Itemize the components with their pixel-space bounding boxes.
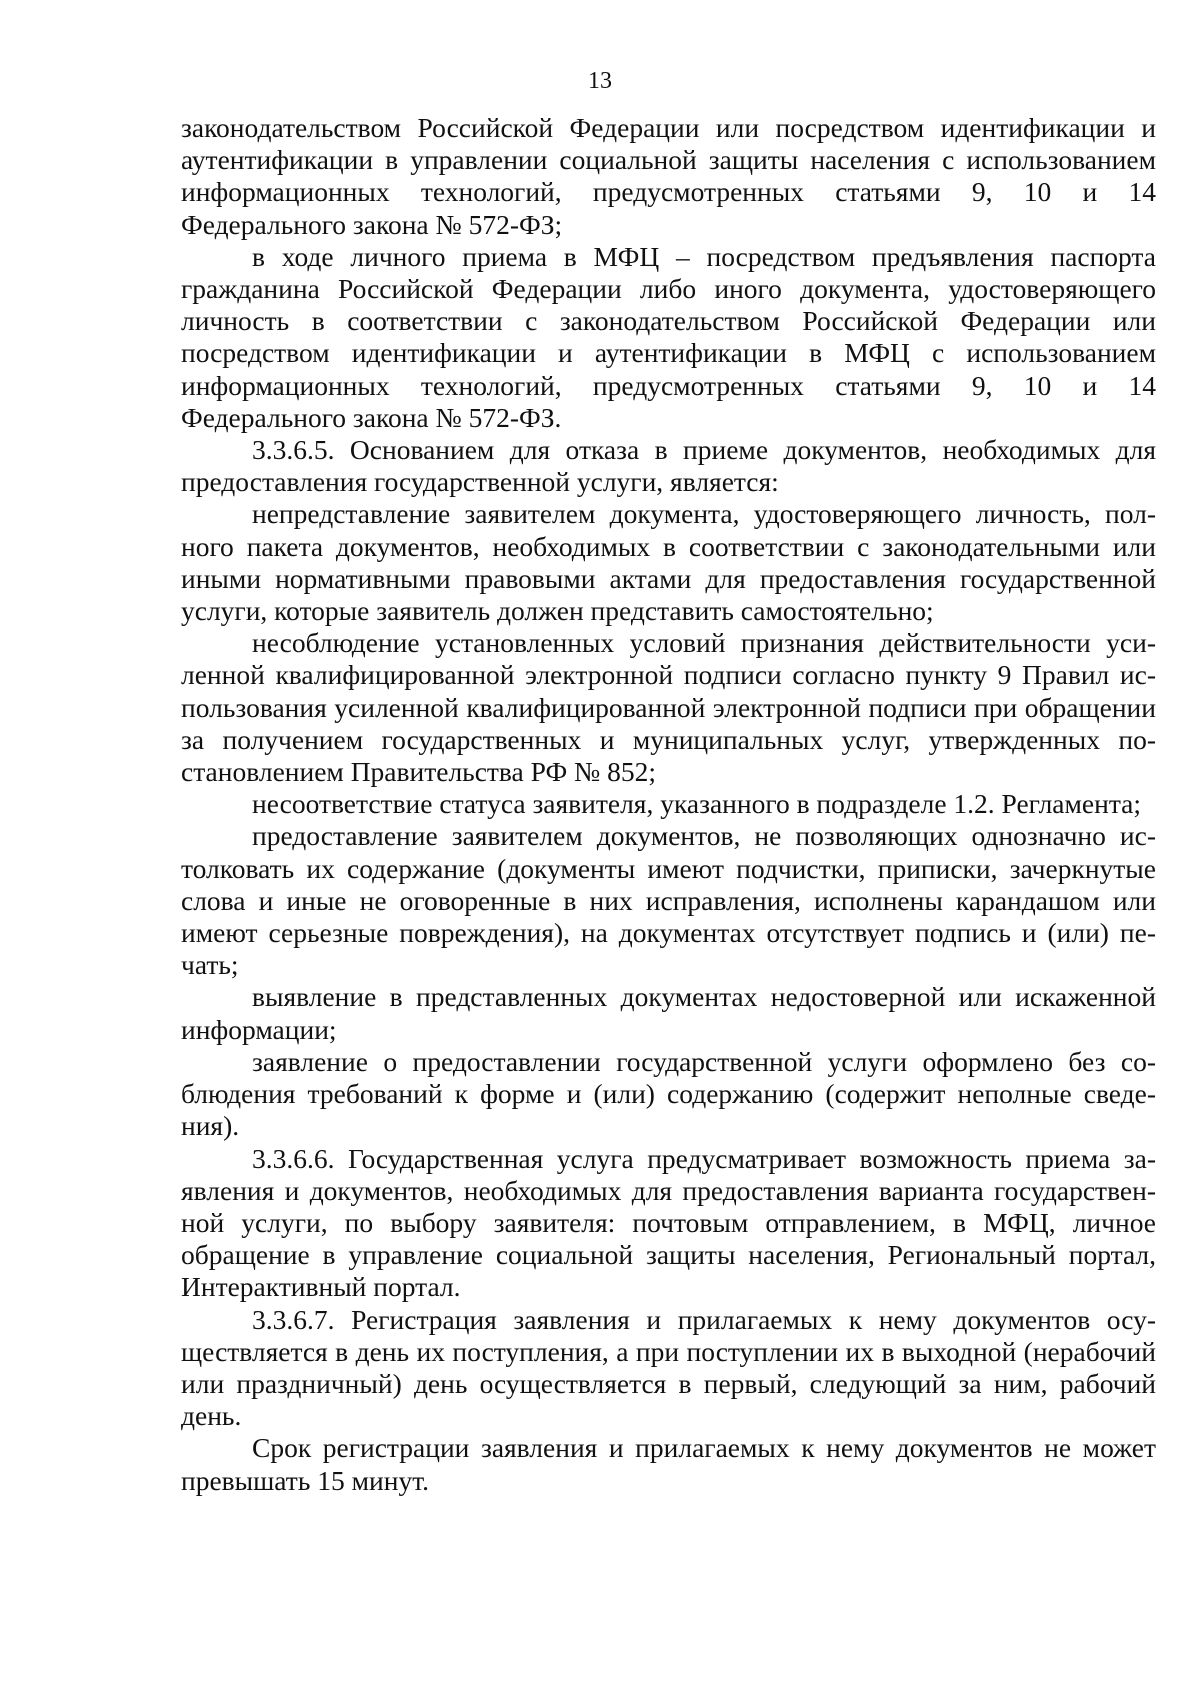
paragraph-3-3-6-7: 3.3.6.7. Регистрация заявления и прилагаемых к нему документов осуществляется в день их поступления, а при поступлении их в выходной (нерабочий или праздничный) день осуществляется в первый, следующий за ним, рабочий день. (181, 1303, 1156, 1432)
paragraph-refusal-reason-4: предоставление заявителем документов, не позволяющих однозначно истолковать их содержание (документы имеют подчистки, приписки, зачеркнутые слова и иные не оговоренные в них исправления, исполнены карандашом или имеют серьезные повреждения), на документах отсутствует подпись и (или) печать; (181, 820, 1156, 981)
document-body (181, 112, 1156, 1497)
paragraph-refusal-reason-1: непредставление заявителем документа, удостоверяющего личность, полного пакета документов, необходимых в соответствии с законодательными или иными нормативными правовыми актами для предоставления государственной услуги, которые заявитель должен представить самостоятельно; (181, 498, 1156, 627)
paragraph-refusal-reason-3: несоответствие статуса заявителя, указанного в подразделе 1.2. Регламента; (252, 788, 1142, 820)
paragraph-3-3-6-5: 3.3.6.5. Основанием для отказа в приеме документов, необходимых для предоставления государственной услуги, является: (181, 434, 1156, 498)
paragraph-continuation: законодательством Российской Федерации или посредством идентификации и аутентификации в управлении социальной защиты населения с использованием информационных технологий, предусмотренных статьями 9, 10 и 14 Федерального закона № 572-ФЗ; (181, 112, 1156, 240)
paragraph-3-3-6-6: 3.3.6.6. Государственная услуга предусматривает возможность приема заявления и документов, необходимых для предоставления варианта государственной услуги, по выбору заявителя: почтовым отправлением, в МФЦ, личное обращение в управление социальной защиты населения, Региональный портал, Интерактивный портал. (181, 1142, 1156, 1303)
paragraph-registration-term: Срок регистрации заявления и прилагаемых к нему документов не может превышать 15 минут. (181, 1432, 1156, 1496)
page-number: 13 (588, 68, 612, 94)
paragraph-refusal-reason-6: заявление о предоставлении государственной услуги оформлено без соблюдения требований к форме и (или) содержанию (содержит неполные сведения). (181, 1045, 1156, 1142)
paragraph-mfc-identification: в ходе личного приема в МФЦ – посредством предъявления паспорта гражданина Российской Федерации либо иного документа, удостоверяющего личность в соответствии с законодательством Российской Федерации или посредством идентификации и аутентификации в МФЦ с использованием информационных технологий, предусмотренных статьями 9, 10 и 14 Федерального закона № 572-ФЗ. (181, 240, 1156, 433)
paragraph-refusal-reason-2: несоблюдение установленных условий признания действительности усиленной квалифицированной электронной подписи согласно пункту 9 Правил использования усиленной квалифицированной электронной подписи при обращении за получением государственных и муниципальных услуг, утвержденных постановлением Правительства РФ № 852; (181, 627, 1156, 788)
paragraph-refusal-reason-5: выявление в представленных документах недостоверной или искаженной информации; (181, 981, 1156, 1045)
